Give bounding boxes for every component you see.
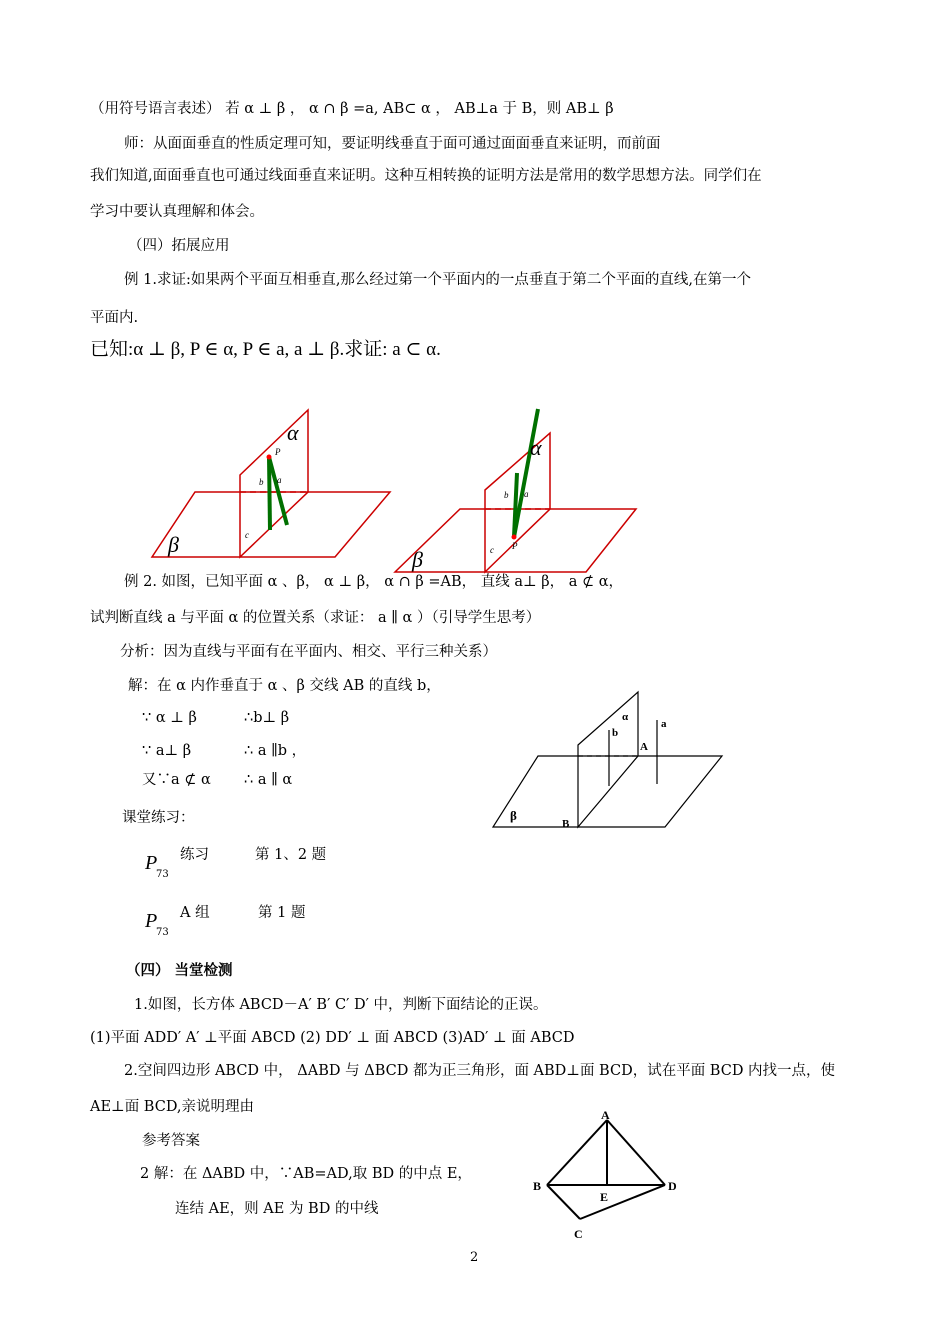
label-A-3: A (640, 741, 648, 753)
label-alpha-1: α (287, 420, 299, 445)
line-2: 师：从面面垂直的性质定理可知，要证明线垂直于面可通过面面垂直来证明，而前面 (124, 136, 661, 152)
analysis: 分析：因为直线与平面有在平面内、相交、平行三种关系） (120, 644, 497, 660)
label-E-4: E (600, 1190, 609, 1204)
step-2-reason: ∵ a⊥ β (142, 743, 192, 759)
label-a-1: a (277, 475, 282, 485)
answer-line-1: 2 解：在 ΔABD 中，∵AB=AD,取 BD 的中点 E， (140, 1166, 472, 1182)
p-symbol-1: P (145, 852, 158, 874)
question-1-items: (1)平面 ADD′ A′ ⊥平面 ABCD (2) DD′ ⊥ 面 ABCD (3)AD′ ⊥ 面 ABCD (90, 1030, 575, 1046)
label-c-1: c (245, 530, 249, 540)
label-B-4: B (533, 1179, 542, 1193)
label-a-2: a (524, 489, 529, 499)
given-statement: 已知:α ⊥ β, P ∈ α, P ∈ a, a ⊥ β.求证: a ⊂ α. (90, 339, 441, 360)
step-3-result: ∴ a ∥ α (244, 772, 293, 788)
practice-heading: 课堂练习： (122, 810, 195, 826)
example-2: 例 2. 如图，已知平面 α 、β， α ⊥ β， α ∩ β =AB， 直线 a⊥ β， a ⊄ α， (124, 574, 624, 590)
label-beta-3: β (510, 808, 517, 823)
p-symbol-2: P (145, 910, 158, 932)
practice-2-items: 第 1 题 (258, 905, 306, 921)
label-D-4: D (668, 1179, 677, 1193)
label-beta-1: β (168, 532, 179, 557)
label-beta-2: β (412, 547, 423, 572)
figure-3 (490, 690, 730, 835)
figure-4 (530, 1108, 690, 1243)
step-2-result: ∴ a ∥b ， (244, 743, 307, 759)
example-1-cont: 平面内. (90, 310, 139, 326)
label-A-4: A (601, 1108, 610, 1122)
label-a-3: a (661, 718, 667, 730)
practice-2-label: A 组 (180, 905, 210, 921)
label-b-2: b (504, 490, 509, 500)
label-b-1: b (259, 477, 264, 487)
step-3-reason: 又∵a ⊄ α (142, 772, 211, 788)
question-2-cont: AE⊥面 BCD,亲说明理由 (90, 1099, 255, 1115)
point-p-1 (267, 455, 272, 460)
figure-2 (390, 405, 650, 575)
p-sub-2: 73 (156, 927, 169, 938)
label-alpha-3: α (622, 711, 629, 723)
question-1: 1.如图，长方体 ABCD－A′ B′ C′ D′ 中，判断下面结论的正误。 (134, 997, 548, 1013)
label-C-4: C (574, 1227, 583, 1241)
label-B-3: B (562, 818, 570, 830)
practice-1-items: 第 1、2 题 (255, 847, 327, 863)
section-heading-4: （四）拓展应用 (128, 238, 230, 254)
practice-1-label: 练习 (180, 847, 209, 863)
step-1-result: ∴b⊥ β (244, 710, 290, 726)
answer-heading: 参考答案 (142, 1133, 200, 1149)
section-check-text: （四） 当堂检测 (126, 962, 233, 979)
label-p-1: P (275, 447, 281, 457)
example-1: 例 1.求证:如果两个平面互相垂直,那么经过第一个平面内的一点垂直于第二个平面的直线,在第一个 (124, 272, 752, 288)
point-p-2 (512, 535, 517, 540)
section-check (126, 961, 233, 981)
label-p-2: P (512, 541, 518, 551)
p-sub-1: 73 (156, 869, 169, 880)
step-1-reason: ∵ α ⊥ β (142, 710, 197, 726)
solution: 解：在 α 内作垂直于 α 、β 交线 AB 的直线 b， (128, 678, 441, 694)
line-1: （用符号语言表述） 若 α ⊥ β ， α ∩ β =a, AB⊂ α ， AB⊥a 于 B，则 AB⊥ β (90, 101, 614, 117)
figure-1 (140, 400, 400, 570)
line-a-2 (514, 409, 538, 537)
label-c-2: c (490, 545, 494, 555)
label-b-3: b (612, 727, 619, 739)
answer-line-2: 连结 AE，则 AE 为 BD 的中线 (175, 1201, 379, 1217)
line-3: 我们知道,面面垂直也可通过线面垂直来证明。这种互相转换的证明方法是常用的数学思想方法。同学们在 (90, 168, 762, 184)
question-2: 2.空间四边形 ABCD 中， ΔABD 与 ΔBCD 都为正三角形，面 ABD⊥面 BCD，试在平面 BCD 内找一点，使 (124, 1063, 836, 1079)
example-2-cont: 试判断直线 a 与平面 α 的位置关系（求证： a ∥ α ）（引导学生思考） (90, 610, 541, 626)
line-4: 学习中要认真理解和体会。 (90, 204, 264, 220)
plane-alpha-3 (578, 692, 638, 827)
page-number: 2 (470, 1250, 479, 1265)
label-alpha-2: α (530, 435, 542, 460)
